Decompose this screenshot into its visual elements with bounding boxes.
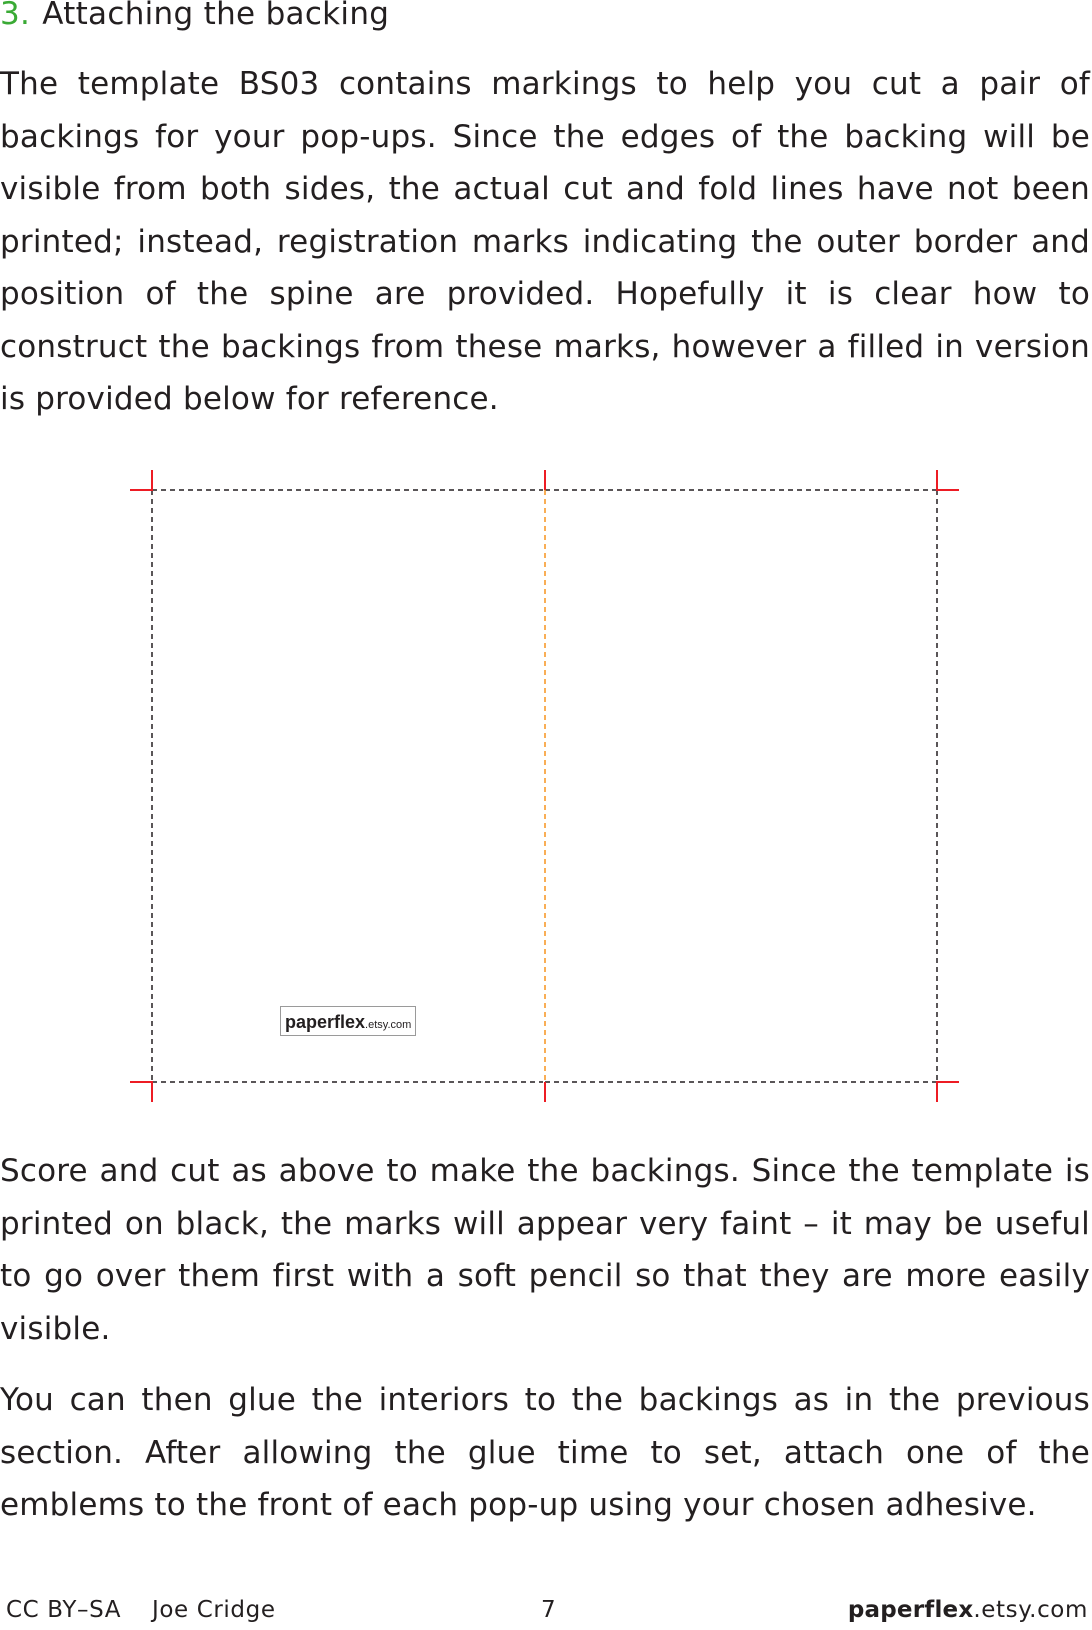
registration-mark-top-right [937, 470, 959, 490]
cut-outline [152, 490, 937, 1082]
footer-site [848, 1597, 1088, 1623]
logo-brand: paperflex [285, 1012, 366, 1032]
footer-site-domain: .etsy.com [973, 1597, 1088, 1623]
registration-mark-bottom-left [130, 1082, 152, 1102]
registration-mark-bottom-right [937, 1082, 959, 1102]
score-and-cut-paragraph: Score and cut as above to make the backings. Since the template is printed on black, the marks will appear very faint – it may be useful to go over them first with a soft pencil so that they are more easily visible. [0, 1153, 1090, 1347]
section-title: Attaching the backing [42, 0, 390, 32]
footer-author: Joe Cridge [152, 1597, 276, 1623]
intro-paragraph: The template BS03 contains markings to help you cut a pair of backings for your pop-ups. Since the edges of the backing will be visible from both sides, the actual cut and fold lines have not been printed; instead, registration marks indicating the outer border and position of the spine are provided. Hopefully it is clear how to construct the backings from these marks, however a filled in version is provided below for reference. [0, 66, 1090, 417]
paperflex-logo [281, 1007, 416, 1036]
page-number: 7 [541, 1597, 557, 1623]
glue-paragraph: You can then glue the interiors to the backings as in the previous section. After allowing the glue time to set, attach one of the emblems to the front of each pop-up using your chosen adhesive. [0, 1382, 1090, 1523]
footer-license: CC BY–SA [6, 1597, 122, 1623]
logo-domain: .etsy.com [365, 1019, 412, 1031]
section-number: 3. [0, 0, 31, 32]
footer-site-brand: paperflex [847, 1597, 974, 1623]
registration-mark-top-left [130, 470, 152, 490]
